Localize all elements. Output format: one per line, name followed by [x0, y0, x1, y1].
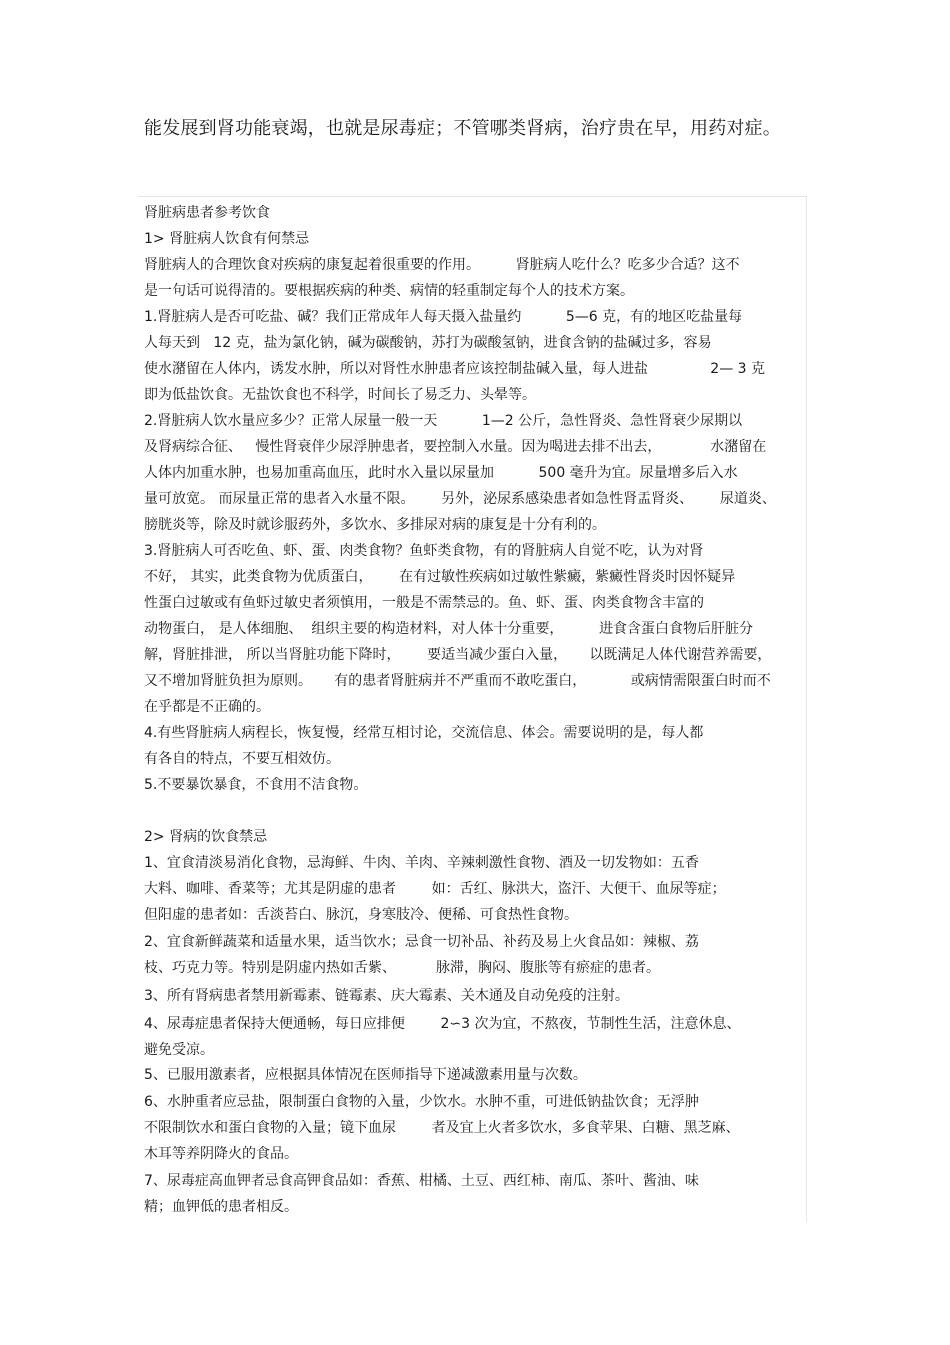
article-line: 1.肾脏病人是否可吃盐、碱？我们正常成年人每天摄入盐量约 5—6 克，有的地区吃盐量每	[144, 309, 743, 325]
article-line: 肾脏病患者参考饮食	[144, 205, 270, 221]
intro-line: 能发展到肾功能衰竭，也就是尿毒症；不管哪类肾病，治疗贵在早，用药对症。	[144, 118, 781, 139]
article-line: 2.肾脏病人饮水量应多少？正常人尿量一般一天 1—2 公斤，急性肾炎、急性肾衰少尿期以	[144, 413, 743, 429]
article-line: 5.不要暴饮暴食，不食用不洁食物。	[144, 777, 368, 793]
article-line: 3、所有肾病患者禁用新霉素、链霉素、庆大霉素、关木通及自动免疫的注射。	[144, 988, 629, 1004]
article-line: 3.肾脏病人可否吃鱼、虾、蛋、肉类食物？鱼虾类食物，有的肾脏病人自觉不吃，认为对肾	[144, 543, 704, 559]
article-line: 解，肾脏排泄， 所以当肾脏功能下降时， 要适当减少蛋白入量， 以既满足人体代谢营养需要，	[144, 647, 772, 663]
article-line: 及肾病综合征、 慢性肾衰伴少尿浮肿患者，要控制入水量。因为喝进去排不出去， 水潴留在	[144, 439, 767, 455]
article-line: 是一句话可说得清的。要根据疾病的种类、病情的轻重制定每个人的技术方案。	[144, 283, 634, 299]
article-line: 不限制饮水和蛋白食物的入量；镜下血尿 者及宜上火者多饮水，多食苹果、白糖、黑芝麻、	[144, 1120, 740, 1136]
article-line: 4.有些肾脏病人病程长，恢复慢，经常互相讨论，交流信息、体会。需要说明的是，每人都	[144, 725, 704, 741]
article-line: 即为低盐饮食。无盐饮食也不科学，时间长了易乏力、头晕等。	[144, 387, 536, 403]
article-line: 肾脏病人的合理饮食对疾病的康复起着很重要的作用。 肾脏病人吃什么？吃多少合适？这不	[144, 257, 740, 273]
article-line: 1、宜食清淡易消化食物，忌海鲜、牛肉、羊肉、辛辣刺激性食物、酒及一切发物如：五香	[144, 855, 699, 871]
article-line: 枝、巧克力等。特别是阴虚内热如舌紫、 脉滞，胸闷、腹胀等有瘀症的患者。	[144, 960, 661, 976]
article-line: 5、已服用激素者，应根据具体情况在医师指导下递减激素用量与次数。	[144, 1067, 587, 1083]
article-line: 又不增加肾脏负担为原则。 有的患者肾脏病并不严重而不敢吃蛋白， 或病情需限蛋白时而不	[144, 673, 771, 689]
article-line: 1> 肾脏病人饮食有何禁忌	[144, 231, 310, 247]
article-line: 有各自的特点，不要互相效仿。	[144, 751, 340, 767]
article-line: 在乎都是不正确的。	[144, 699, 270, 715]
article-line: 人体内加重水肿，也易加重高血压，此时水入量以尿量加 500 毫升为宜。尿量增多后入水	[144, 465, 738, 481]
article-line: 人每天到 12 克，盐为氯化钠，碱为碳酸钠，苏打为碳酸氢钠，进食含钠的盐碱过多，容易	[144, 335, 712, 351]
article-line: 精；血钾低的患者相反。	[144, 1199, 298, 1215]
article-line: 2> 肾病的饮食禁忌	[144, 829, 268, 845]
article-line: 动物蛋白， 是人体细胞、 组织主要的构造材料，对人体十分重要， 进食含蛋白食物后肝脏分	[144, 621, 753, 637]
article-line: 木耳等养阴降火的食品。	[144, 1146, 298, 1162]
article-line: 但阳虚的患者如：舌淡苔白、脉沉，身寒肢冷、便稀、可食热性食物。	[144, 907, 578, 923]
article-line: 膀胱炎等，除及时就诊服药外，多饮水、多排尿对病的康复是十分有利的。	[144, 517, 606, 533]
article-line: 2、宜食新鲜蔬菜和适量水果，适当饮水；忌食一切补品、补药及易上火食品如：辣椒、荔	[144, 934, 699, 950]
article-line: 避免受凉。	[144, 1042, 214, 1058]
article-line: 大料、咖啡、香菜等；尤其是阴虚的患者 如：舌红、脉洪大，盗汗、大便干、血尿等症；	[144, 881, 726, 897]
article-line: 4、尿毒症患者保持大便通畅，每日应排便 2∽3 次为宜，不熬夜，节制性生活，注意休息、	[144, 1016, 741, 1032]
article-line: 使水潴留在人体内，诱发水肿，所以对肾性水肿患者应该控制盐碱入量，每人进盐 2— 3 克	[144, 361, 766, 377]
article-line: 量可放宽。 而尿量正常的患者入水量不限。 另外，泌尿系感染患者如急性肾盂肾炎、 尿道炎、	[144, 491, 776, 507]
article-line: 6、水肿重者应忌盐，限制蛋白食物的入量，少饮水。水肿不重，可进低钠盐饮食；无浮肿	[144, 1094, 699, 1110]
article-line: 7、尿毒症高血钾者忌食高钾食品如：香蕉、柑橘、土豆、西红柿、南瓜、茶叶、酱油、味	[144, 1173, 699, 1189]
article-line: 不好， 其实，此类食物为优质蛋白， 在有过敏性疾病如过敏性紫癜，紫癜性肾炎时因怀疑异	[144, 569, 736, 585]
article-line: 性蛋白过敏或有鱼虾过敏史者须慎用，一般是不需禁忌的。鱼、虾、蛋、肉类食物含丰富的	[144, 595, 704, 611]
